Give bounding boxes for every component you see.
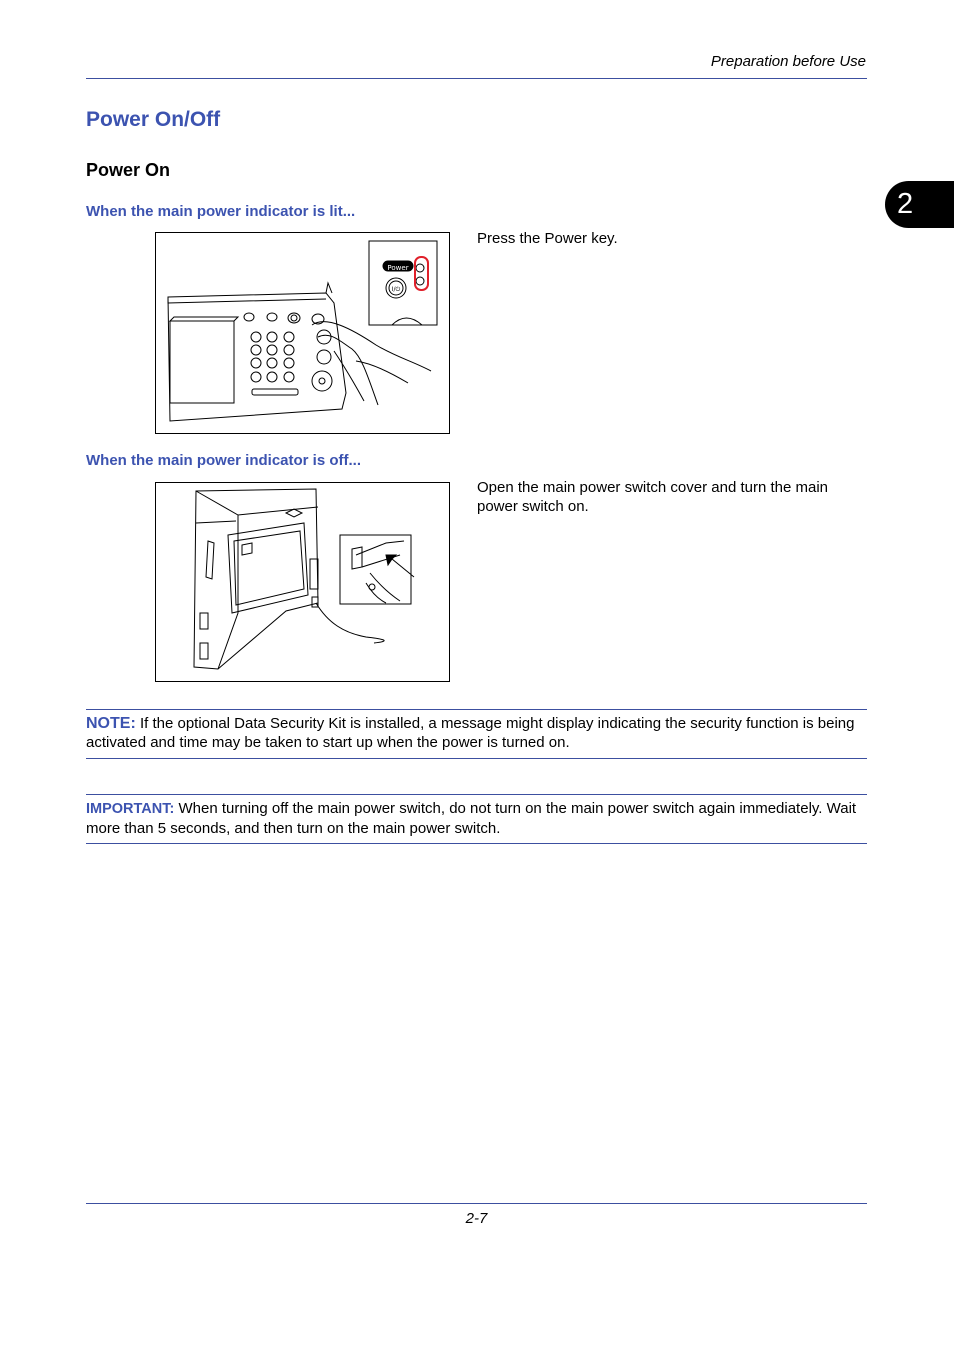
page-number: 2-7 [465,1210,488,1227]
important-block [86,799,867,838]
important-bottom-rule [86,843,867,844]
note-top-rule [86,709,867,710]
main-switch-figure [155,482,450,682]
header-rule [86,78,867,79]
note-bottom-rule [86,758,867,759]
note-block [86,714,867,752]
running-header: Preparation before Use [710,53,866,70]
note-text: If the optional Data Security Kit is installed, a message might display indicating the security function is being activated and time may be taken to start up when the power is turned on. [86,715,855,751]
important-top-rule [86,794,867,795]
main-switch-illustration [156,483,449,681]
section-title: Power On [86,160,171,180]
power-key-illustration [156,233,449,433]
power-label-glyph: Power [387,264,409,272]
chapter-tab: 2 [885,181,954,228]
page-title: Power On/Off [86,108,221,131]
power-key-glyph: I/⏻ [391,286,401,293]
off-indicator-instruction: Open the main power switch cover and turn the main power switch on. [477,479,829,515]
important-text: When turning off the main power switch, do not turn on the main power switch again immediately. Wait more than 5 seconds, and then turn on the main power switch. [86,800,857,837]
lit-indicator-instruction: Press the Power key. [477,230,618,247]
note-label: NOTE: [86,715,136,732]
power-key-figure [155,232,450,434]
important-label: IMPORTANT: [86,801,175,817]
footer-rule [86,1203,867,1204]
off-indicator-heading: When the main power indicator is off... [86,452,362,469]
lit-indicator-heading: When the main power indicator is lit... [86,203,356,220]
